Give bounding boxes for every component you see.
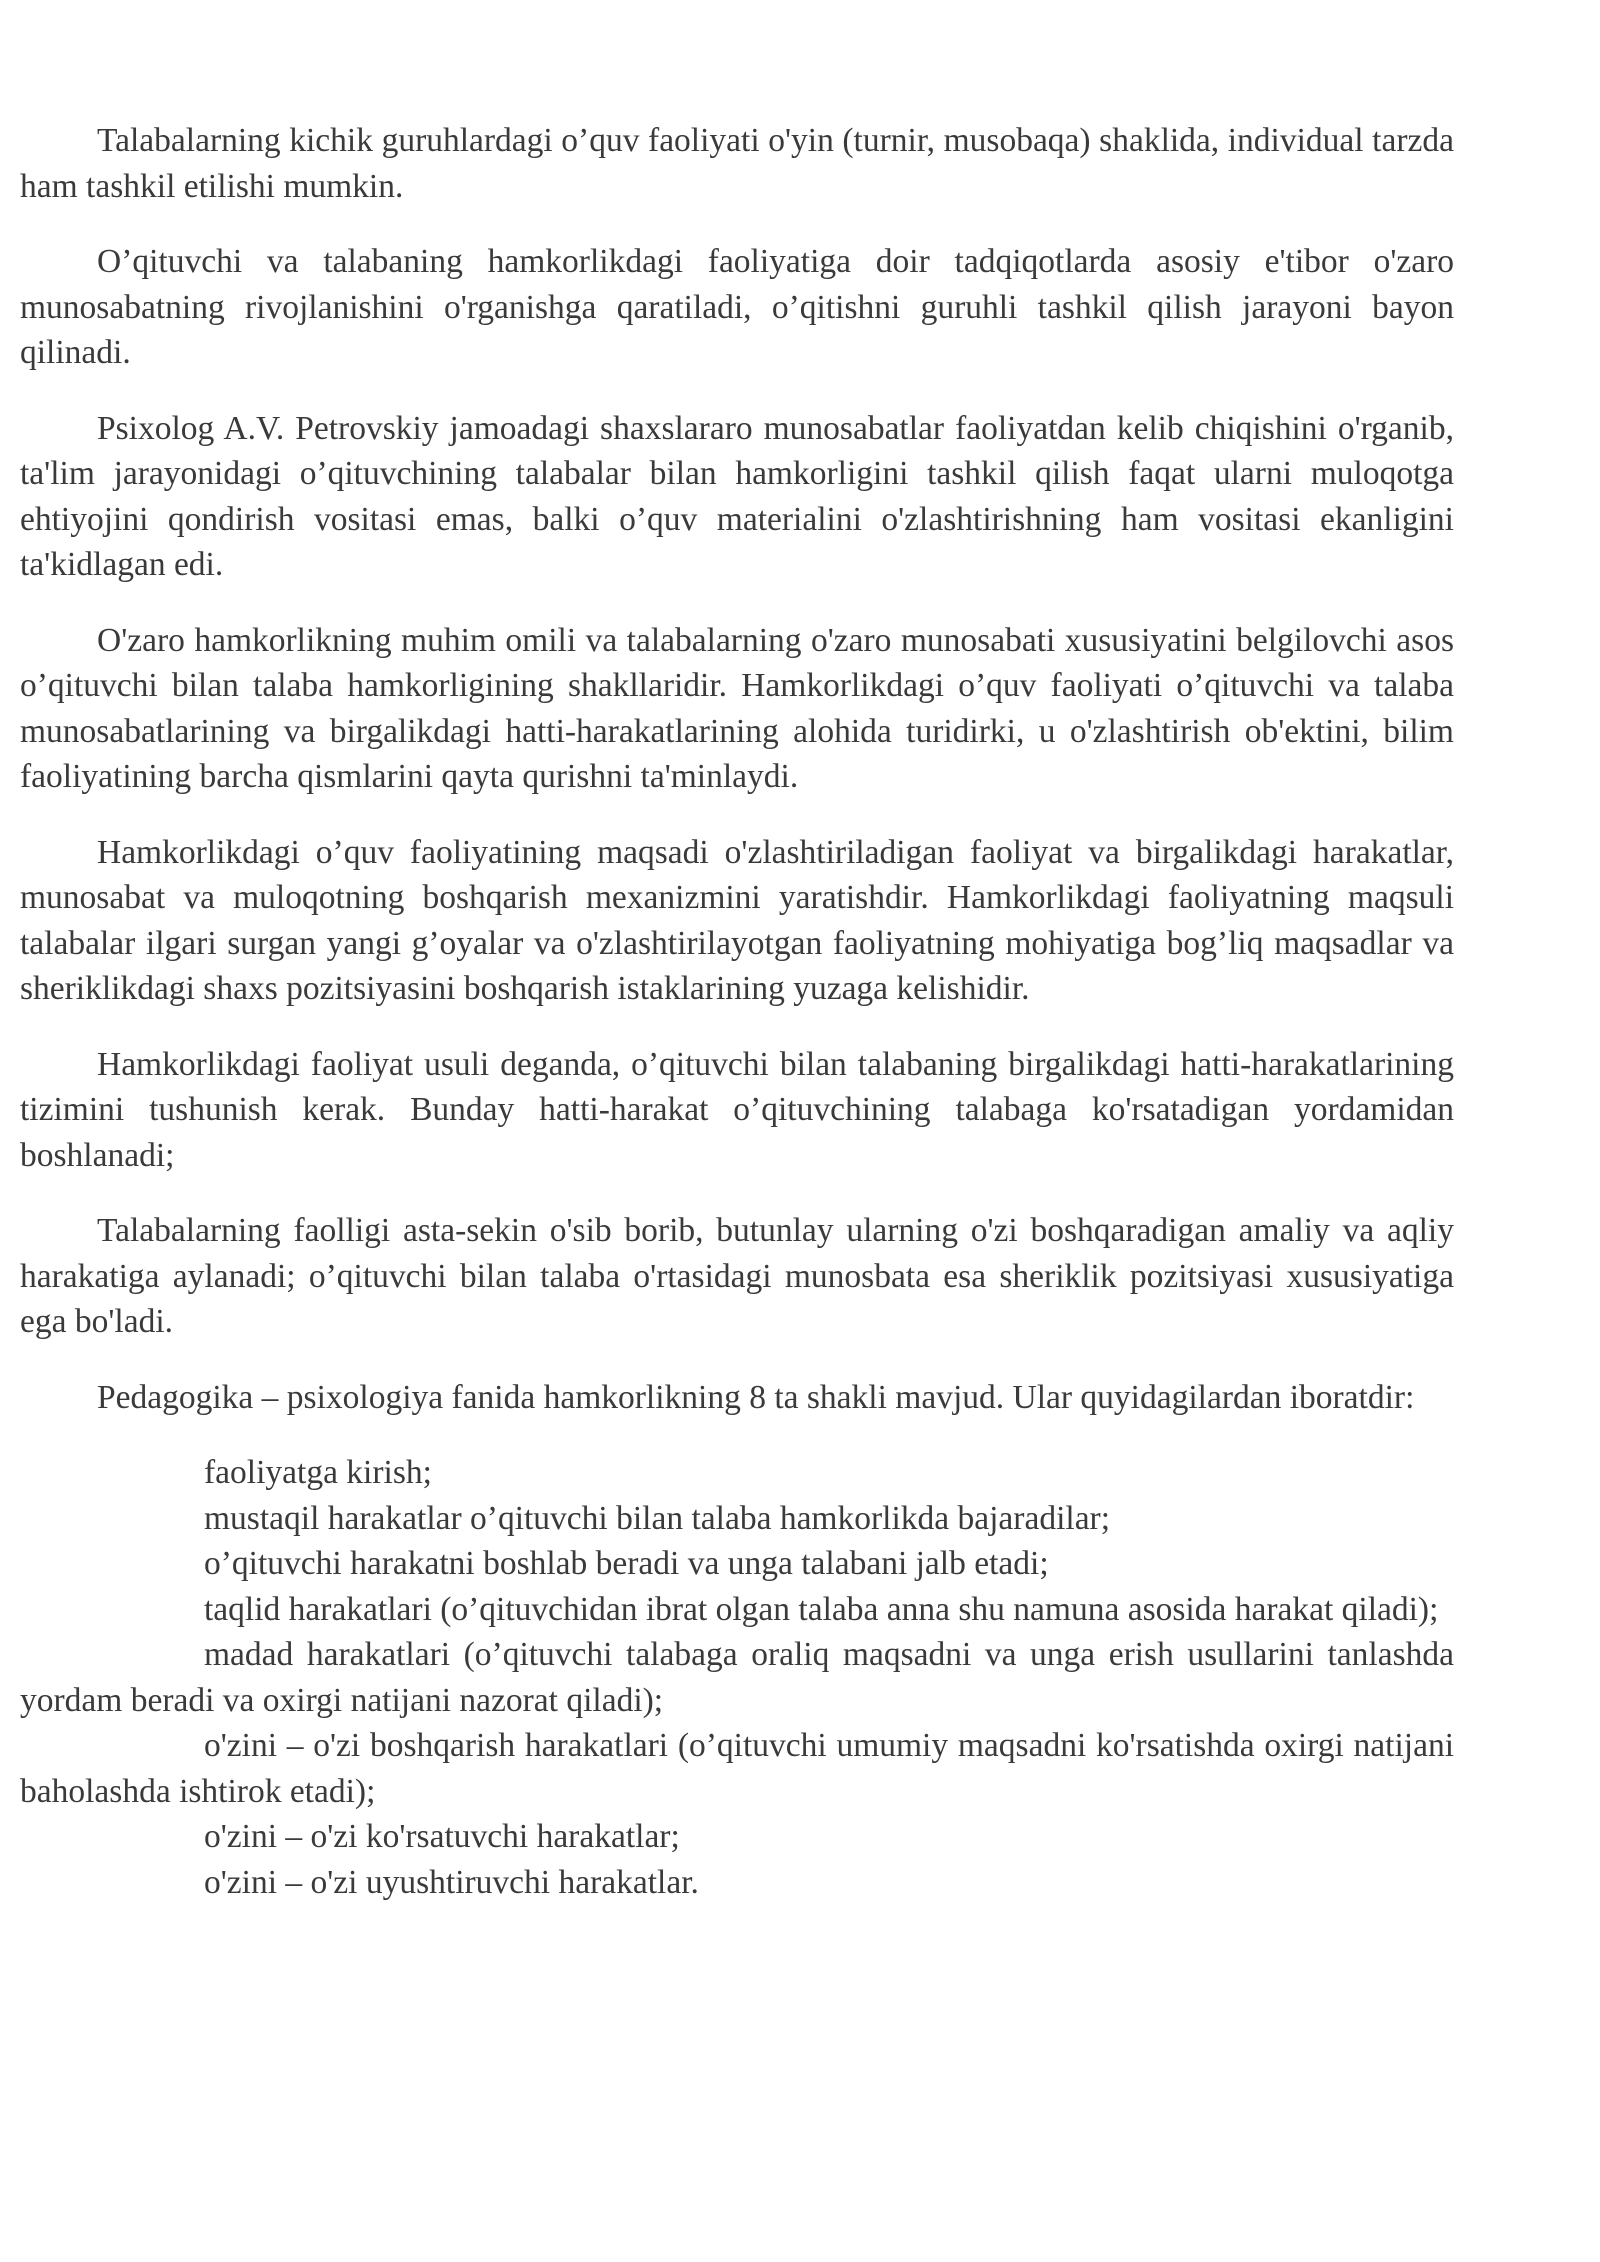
paragraph: O’qituvchi va talabaning hamkorlikdagi faoliyatiga doir tadqiqotlarda asosiy e'tibor o'zaro munosabatning rivojlanishini o'rganishga qaratiladi, o’qitishni guruhli tashkil qilish jarayoni bayon qilinadi. — [20, 243, 1454, 371]
list-item: taqlid harakatlari (o’qituvchidan ibrat olgan talaba anna shu namuna asosida harakat qiladi); — [204, 1590, 1439, 1628]
list-item: o’qituvchi harakatni boshlab beradi va unga talabani jalb etadi; — [204, 1545, 1049, 1582]
list-item: faoliyatga kirish; — [204, 1454, 432, 1491]
list-item: o'zini – o'zi ko'rsatuvchi harakatlar; — [204, 1818, 680, 1855]
paragraph: O'zaro hamkorlikning muhim omili va talabalarning o'zaro munosabati xususiyatini belgilovchi asos o’qituvchi bilan talaba hamkorligining shakllaridir. Hamkorlikdagi o’quv faoliyati o’qituvchi va talaba munosabatlarining va birgalikdagi hatti-harakatlarining alohida turidirki, u o'zlashtirish ob'ektini, bilim faoliyatining barcha qismlarini qayta qurishni ta'minlaydi. — [20, 621, 1454, 795]
list-item: mustaqil harakatlar o’qituvchi bilan talaba hamkorlikda bajaradilar; — [204, 1499, 1111, 1537]
list-item: o'zini – o'zi boshqarish harakatlari (o’qituvchi umumiy maqsadni ko'rsatishda oxirgi natijani baholashda ishtirok etadi); — [20, 1727, 1454, 1810]
list-item: madad harakatlari (o’qituvchi talabaga oraliq maqsadni va unga erish usullarini tanlashda yordam beradi va oxirgi natijani nazorat qiladi); — [20, 1636, 1454, 1719]
paragraph: Hamkorlikdagi o’quv faoliyatining maqsadi o'zlashtiriladigan faoliyat va birgalikdagi harakatlar, munosabat va muloqotning boshqarish mexanizmini yaratishdir. Hamkorlikdagi faoliyatning maqsuli talabalar ilgari surgan yangi g’oyalar va o'zlashtirilayotgan faoliyatning mohiyatiga bog’liq maqsadlar va sheriklikdagi shaxs pozitsiyasini boshqarish istaklarining yuzaga kelishidir. — [20, 833, 1454, 1007]
list-item: o'zini – o'zi uyushtiruvchi harakatlar. — [204, 1863, 699, 1901]
document-page — [20, 118, 1454, 1905]
paragraph: Talabalarning faolligi asta-sekin o'sib borib, butunlay ularning o'zi boshqaradigan amaliy va aqliy harakatiga aylanadi; o’qituvchi bilan talaba o'rtasidagi munosbata esa sheriklik pozitsiyasi xususiyatiga ega bo'ladi. — [20, 1212, 1454, 1340]
paragraph: Talabalarning kichik guruhlardagi o’quv faoliyati o'yin (turnir, musobaqa) shaklida, individual tarzda ham tashkil etilishi mumkin. — [20, 122, 1454, 205]
paragraph: Psixolog A.V. Petrovskiy jamoadagi shaxslararo munosabatlar faoliyatdan kelib chiqishini o'rganib, ta'lim jarayonidagi o’qituvchining talabalar bilan hamkorligini tashkil qilish faqat ularni muloqotga ehtiyojini qondirish vositasi emas, balki o’quv materialini o'zlashtirishning ham vositasi ekanligini ta'kidlagan edi. — [20, 409, 1454, 583]
cooperation-forms-list — [20, 1450, 1454, 1905]
paragraph: Hamkorlikdagi faoliyat usuli deganda, o’qituvchi bilan talabaning birgalikdagi hatti-harakatlarining tizimini tushunish kerak. Bunday hatti-harakat o’qituvchining talabaga ko'rsatadigan yordamidan boshlanadi; — [20, 1045, 1454, 1174]
paragraph: Pedagogika – psixologiya fanida hamkorlikning 8 ta shakli mavjud. Ular quyidagilardan iboratdir: — [97, 1378, 1415, 1416]
